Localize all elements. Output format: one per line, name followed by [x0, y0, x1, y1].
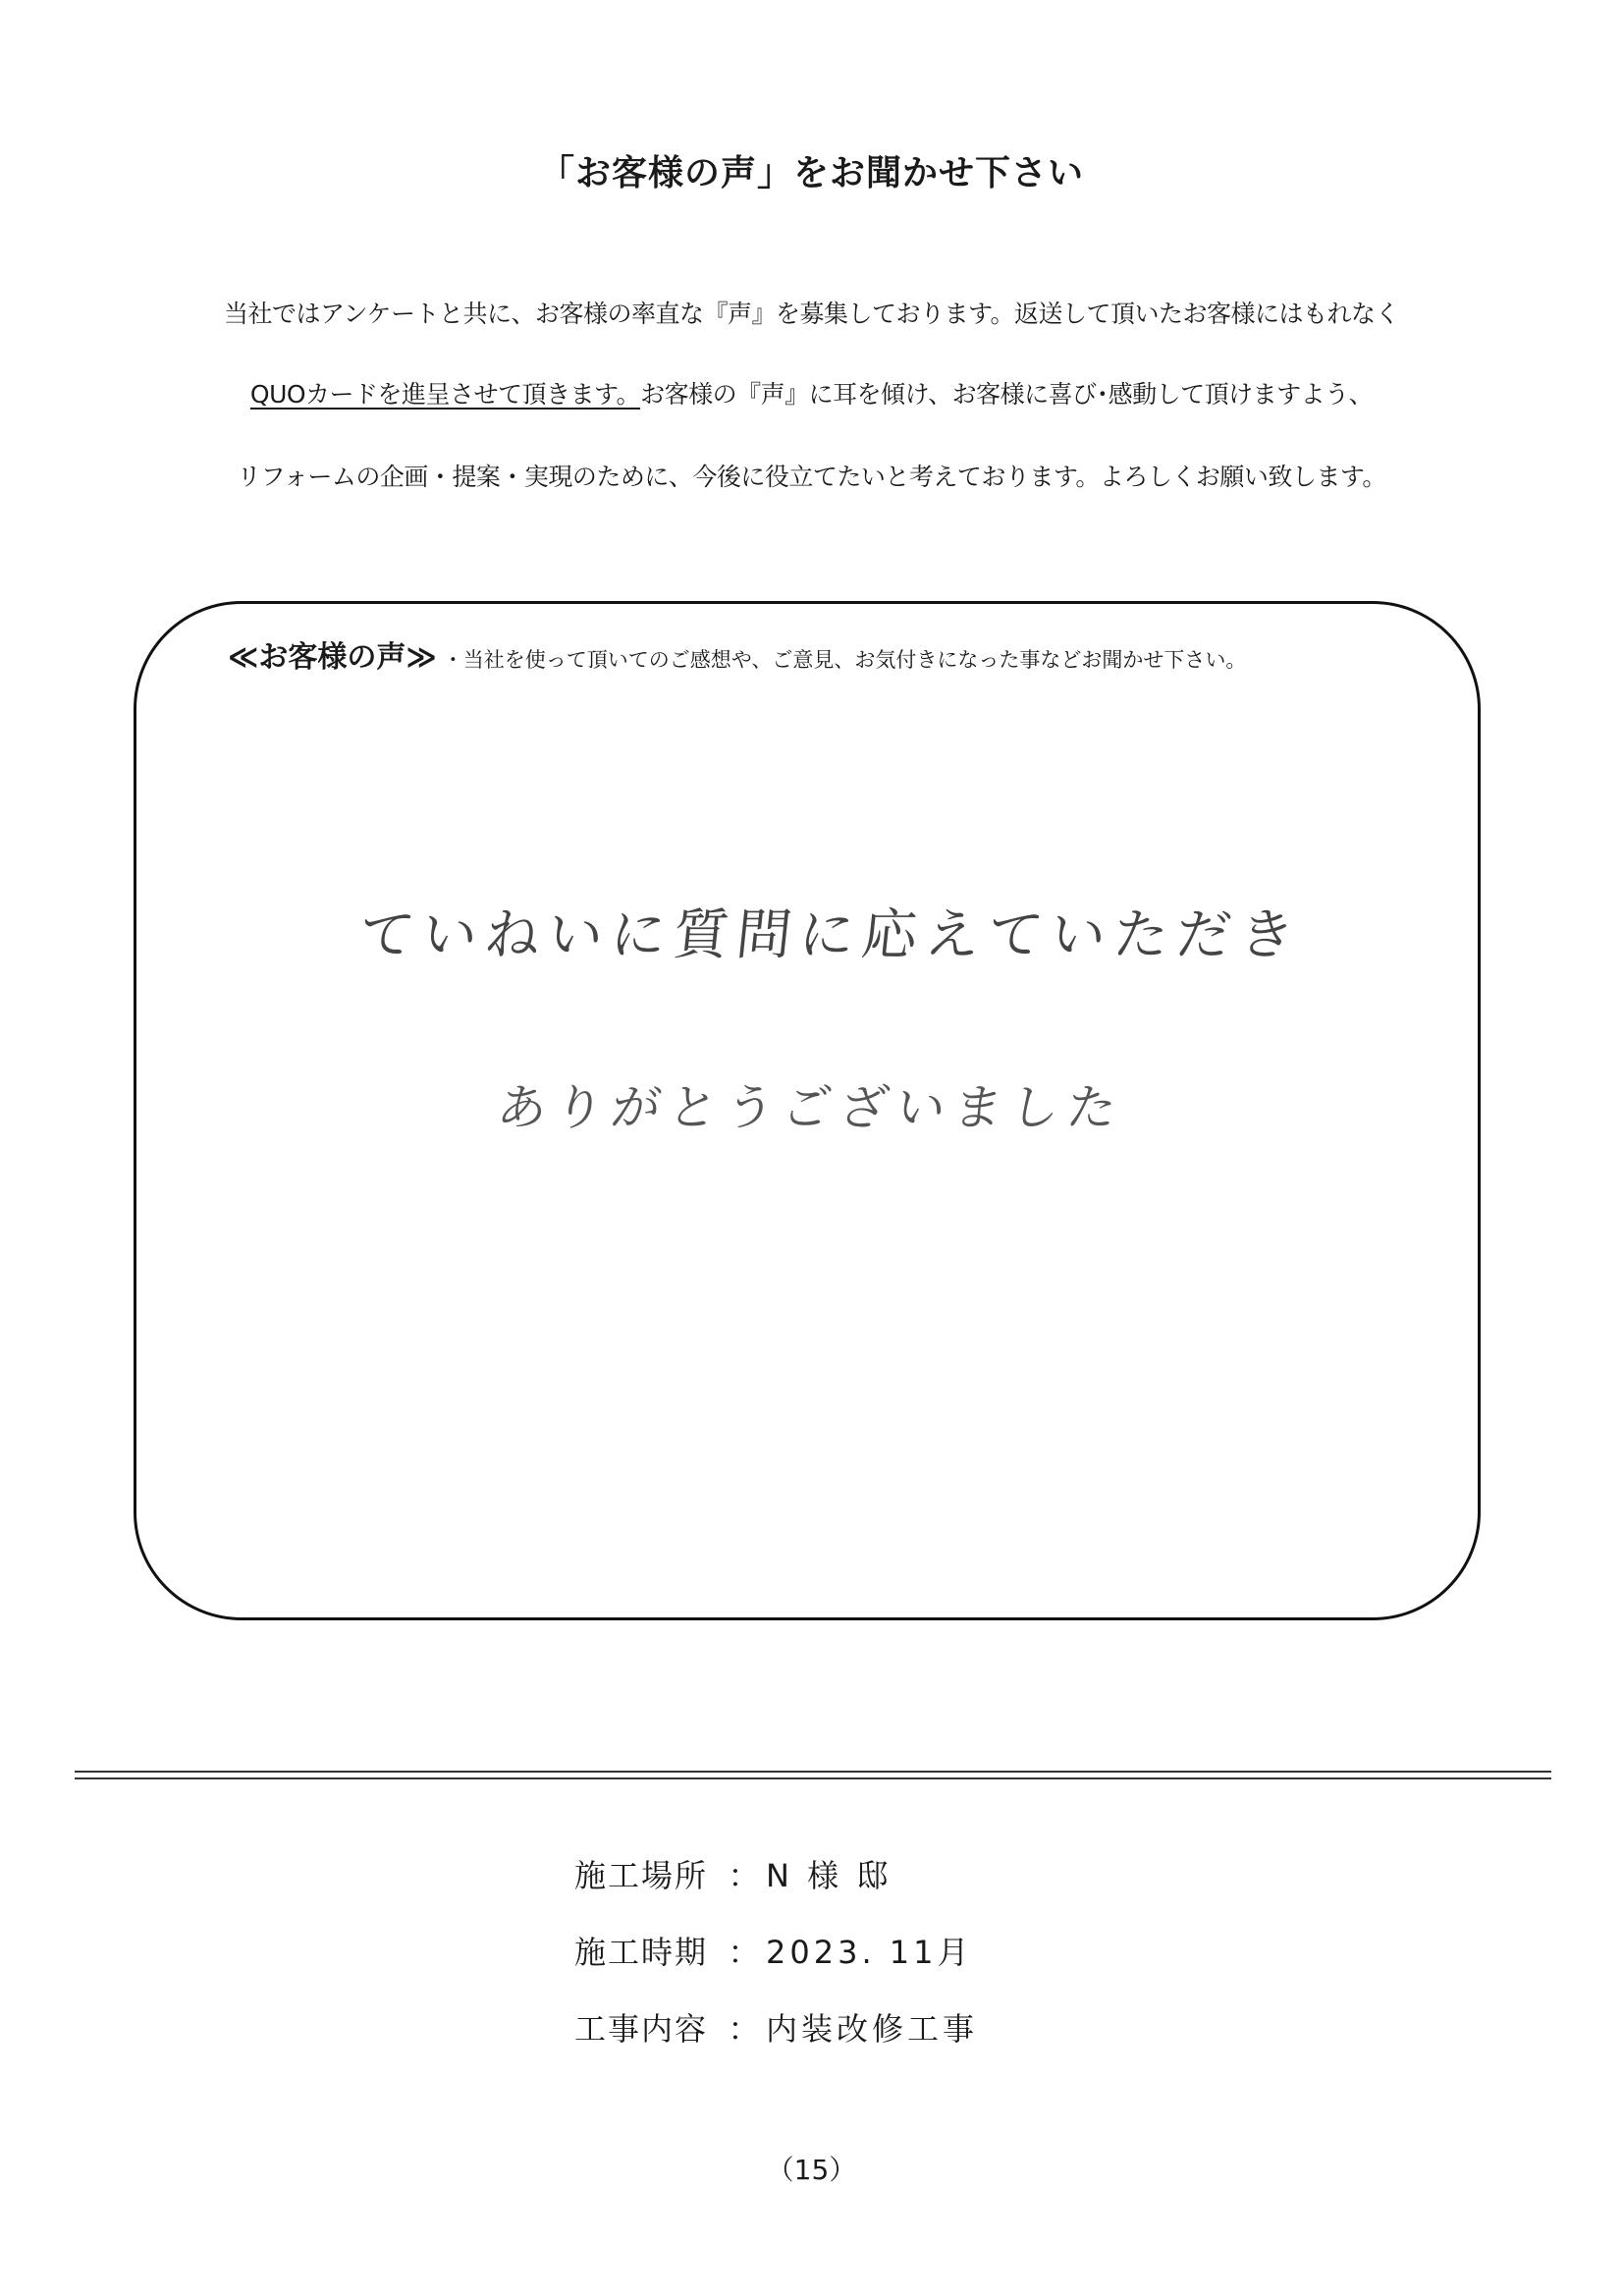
detail-colon: ：	[728, 1934, 760, 1971]
detail-row-period	[574, 1934, 978, 2013]
customer-voice-header	[228, 632, 1246, 676]
customer-voice-instruction: ・当社を使って頂いてのご感想や、ご意見、お気付きになった事などお聞かせ下さい。	[442, 648, 1247, 672]
project-details	[574, 1857, 979, 2090]
page-title: 「お客様の声」をお聞かせ下さい	[538, 153, 1084, 193]
detail-value: N 様 邸	[766, 1857, 893, 1894]
detail-label: 施工場所	[574, 1857, 709, 1894]
detail-colon: ：	[728, 1857, 760, 1894]
detail-value: 2023. 11月	[766, 1934, 973, 1971]
intro-line-3: リフォームの企画・提案・実現のために、今後に役立てたいと考えております。よろしくお願い致します。	[237, 463, 1386, 491]
detail-label: 工事内容	[574, 2010, 709, 2048]
detail-colon: ：	[728, 2010, 760, 2048]
intro-line-2	[0, 375, 1623, 410]
intro-line-1: 当社ではアンケートと共に、お客様の率直な『声』を募集しております。返送して頂いたお客様にはもれなく	[223, 300, 1399, 328]
detail-value: 内装改修工事	[766, 2010, 979, 2048]
detail-row-content	[574, 2010, 979, 2090]
page-number: （15）	[766, 2154, 857, 2186]
handwritten-comment-line-1: ていねいに質問に応えていただき	[355, 903, 1306, 967]
detail-label: 施工時期	[574, 1934, 709, 1971]
handwritten-comment-line-2: ありがとうございました	[493, 1079, 1129, 1136]
quo-card-notice: QUOカードを進呈させて頂きます。	[249, 380, 641, 409]
intro-line-2-rest: お客様の『声』に耳を傾け、お客様に喜び･感動して頂けますよう、	[640, 380, 1374, 409]
customer-voice-label: ≪お客様の声≫	[228, 640, 437, 675]
detail-row-location	[574, 1857, 978, 1937]
section-divider	[75, 1771, 1551, 1779]
